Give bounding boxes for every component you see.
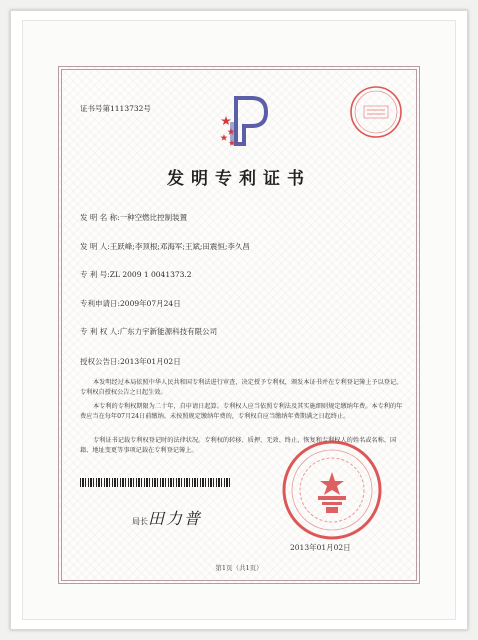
field-patent-number	[80, 270, 192, 280]
paragraph-grant: 本发明经过本局依照中华人民共和国专利法进行审查，决定授予专利权，颁发本证书并在专利登记簿上予以登记。专利权自授权公告之日起生效。	[80, 379, 403, 396]
paragraph-legal-status: 专利证书记载专利权登记时的法律状况。专利权的转移、质押、无效、终止、恢复和专利权人的姓名或名称、国籍、地址变更等事项记载在专利登记簿上。	[80, 437, 397, 454]
field-value: ZL 2009 1 0041373.2	[109, 270, 192, 279]
field-value: 2013年01月02日	[120, 357, 181, 366]
certificate-number: 证书号第1113732号	[80, 104, 151, 113]
national-seal-icon	[280, 438, 384, 542]
patent-office-logo-icon	[220, 92, 272, 150]
field-value: 2009年07月24日	[120, 299, 181, 308]
field-label: 发 明 人:	[80, 242, 110, 251]
director-signature: 田力普	[148, 509, 203, 528]
field-label: 发 明 名 称:	[80, 213, 120, 222]
field-label: 专利申请日:	[80, 299, 121, 308]
patent-certificate	[58, 66, 420, 584]
field-label: 专 利 号:	[80, 270, 110, 279]
field-application-date	[80, 299, 181, 309]
field-invention-name	[80, 213, 187, 223]
field-inventors	[80, 242, 250, 252]
field-patentee	[80, 327, 217, 337]
certificate-title: 发明专利证书	[167, 169, 311, 189]
page-indicator: 第1页（共1页）	[215, 564, 263, 572]
paragraph-term: 本专利的专利权期限为二十年，自申请日起算。专利权人应当依照专利法及其实施细则规定缴纳年费。本专利的年费应当在每年07月24日前缴纳。未按照规定缴纳年费的，专利权自应当缴纳年费期满之日起终止。	[80, 403, 403, 420]
field-grant-date	[80, 357, 181, 367]
field-value: 一种空燃比控制装置	[119, 213, 188, 222]
seal-date: 2013年01月02日	[290, 543, 351, 552]
field-label: 专 利 权 人:	[80, 327, 120, 336]
field-label: 授权公告日:	[80, 357, 121, 366]
official-stamp-icon	[348, 84, 404, 140]
field-value: 王跃峰;李顶根;邓海军;王斌;田震恒;李久昌	[109, 242, 250, 251]
barcode	[80, 478, 230, 487]
field-value: 广东力宇新能源科技有限公司	[119, 327, 218, 336]
director-label: 局长	[132, 517, 148, 526]
